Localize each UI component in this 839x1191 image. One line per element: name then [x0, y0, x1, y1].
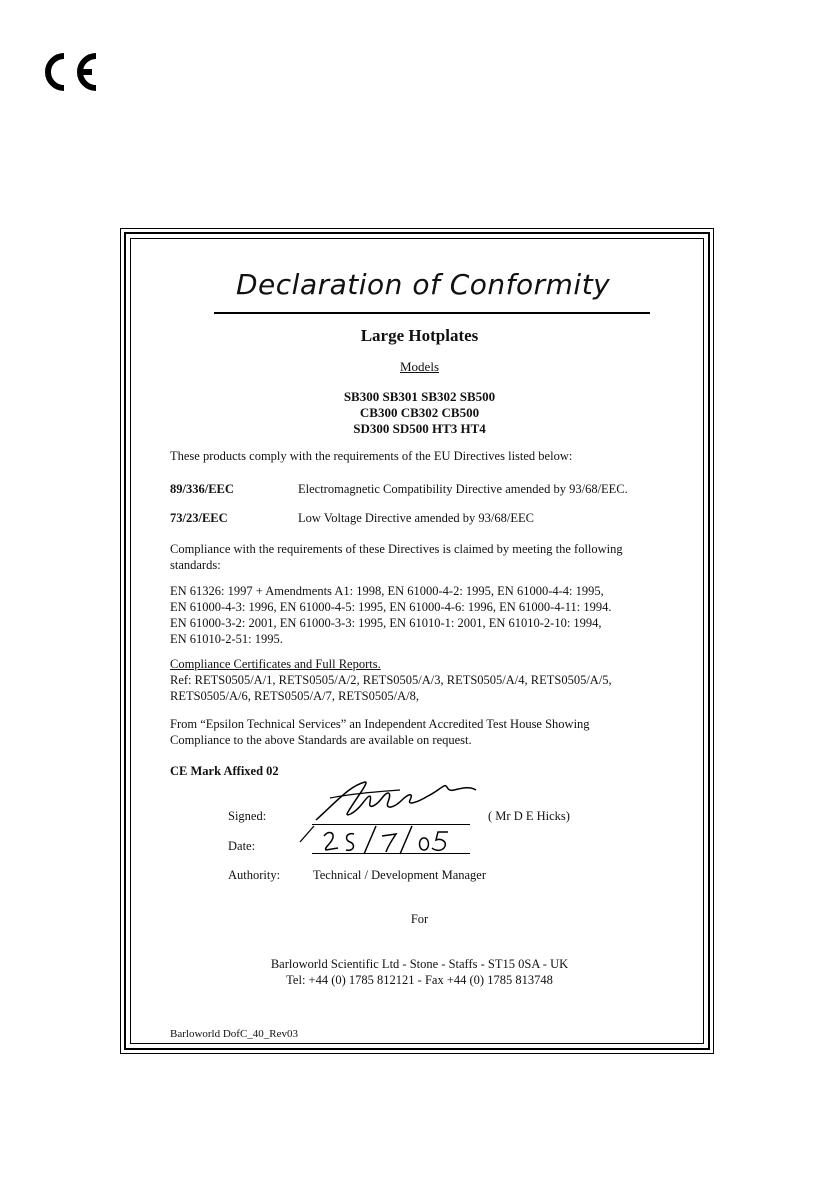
- standards-line: EN 61010-2-51: 1995.: [170, 632, 283, 646]
- standards-line: EN 61000-4-3: 1996, EN 61000-4-5: 1995, EN 61000-4-6: 1996, EN 61000-4-11: 1994.: [170, 600, 612, 614]
- models-line: SD300 SD500 HT3 HT4: [353, 421, 486, 436]
- from-line: From “Epsilon Technical Services” an Independent Accredited Test House Showing: [170, 717, 590, 731]
- signed-label: Signed:: [228, 809, 267, 823]
- models-line: SB300 SB301 SB302 SB500: [343, 389, 496, 404]
- models-heading: Models: [400, 359, 439, 374]
- handwritten-date: [296, 822, 476, 856]
- company-line: Barloworld Scientific Ltd - Stone - Staffs - ST15 0SA - UK: [270, 957, 569, 971]
- product-subtitle: Large Hotplates: [360, 326, 479, 345]
- date-line: [312, 853, 470, 854]
- directive-code: 89/336/EEC: [170, 482, 234, 496]
- signer-name: ( Mr D E Hicks): [488, 809, 570, 823]
- directive-description: Low Voltage Directive amended by 93/68/EEC: [298, 511, 534, 525]
- authority-value: Technical / Development Manager: [313, 868, 487, 882]
- directive-description: Electromagnetic Compatibility Directive amended by 93/68/EEC.: [298, 482, 628, 496]
- compliance-text: standards:: [170, 558, 221, 572]
- from-line: Compliance to the above Standards are available on request.: [170, 733, 472, 747]
- ce-affixed-text: CE Mark Affixed 02: [170, 764, 279, 778]
- certificates-heading: Compliance Certificates and Full Reports.: [170, 657, 381, 671]
- ref-line: Ref: RETS0505/A/1, RETS0505/A/2, RETS0505/A/3, RETS0505/A/4, RETS0505/A/5,: [170, 673, 612, 687]
- date-label: Date:: [228, 839, 256, 853]
- models-line: CB300 CB302 CB500: [359, 405, 480, 420]
- standards-line: EN 61326: 1997 + Amendments A1: 1998, EN 61000-4-2: 1995, EN 61000-4-4: 1995,: [170, 584, 604, 598]
- authority-label: Authority:: [228, 868, 281, 882]
- document-title: Declaration of Conformity: [236, 268, 611, 301]
- ref-line: RETS0505/A/6, RETS0505/A/7, RETS0505/A/8,: [170, 689, 419, 703]
- footer-reference: Barloworld DofC_40_Rev03: [170, 1028, 299, 1040]
- intro-text: These products comply with the requirements of the EU Directives listed below:: [170, 449, 573, 463]
- title-underline: [214, 312, 650, 314]
- for-label: For: [410, 912, 429, 926]
- standards-line: EN 61000-3-2: 2001, EN 61000-3-3: 1995, EN 61010-1: 2001, EN 61010-2-10: 1994,: [170, 616, 602, 630]
- ce-mark-logo: [44, 52, 106, 92]
- directive-code: 73/23/EEC: [170, 511, 228, 525]
- company-line: Tel: +44 (0) 1785 812121 - Fax +44 (0) 1785 813748: [286, 973, 553, 987]
- compliance-text: Compliance with the requirements of these Directives is claimed by meeting the following: [170, 542, 623, 556]
- handwritten-signature: [310, 778, 490, 828]
- models-list: [0, 389, 839, 437]
